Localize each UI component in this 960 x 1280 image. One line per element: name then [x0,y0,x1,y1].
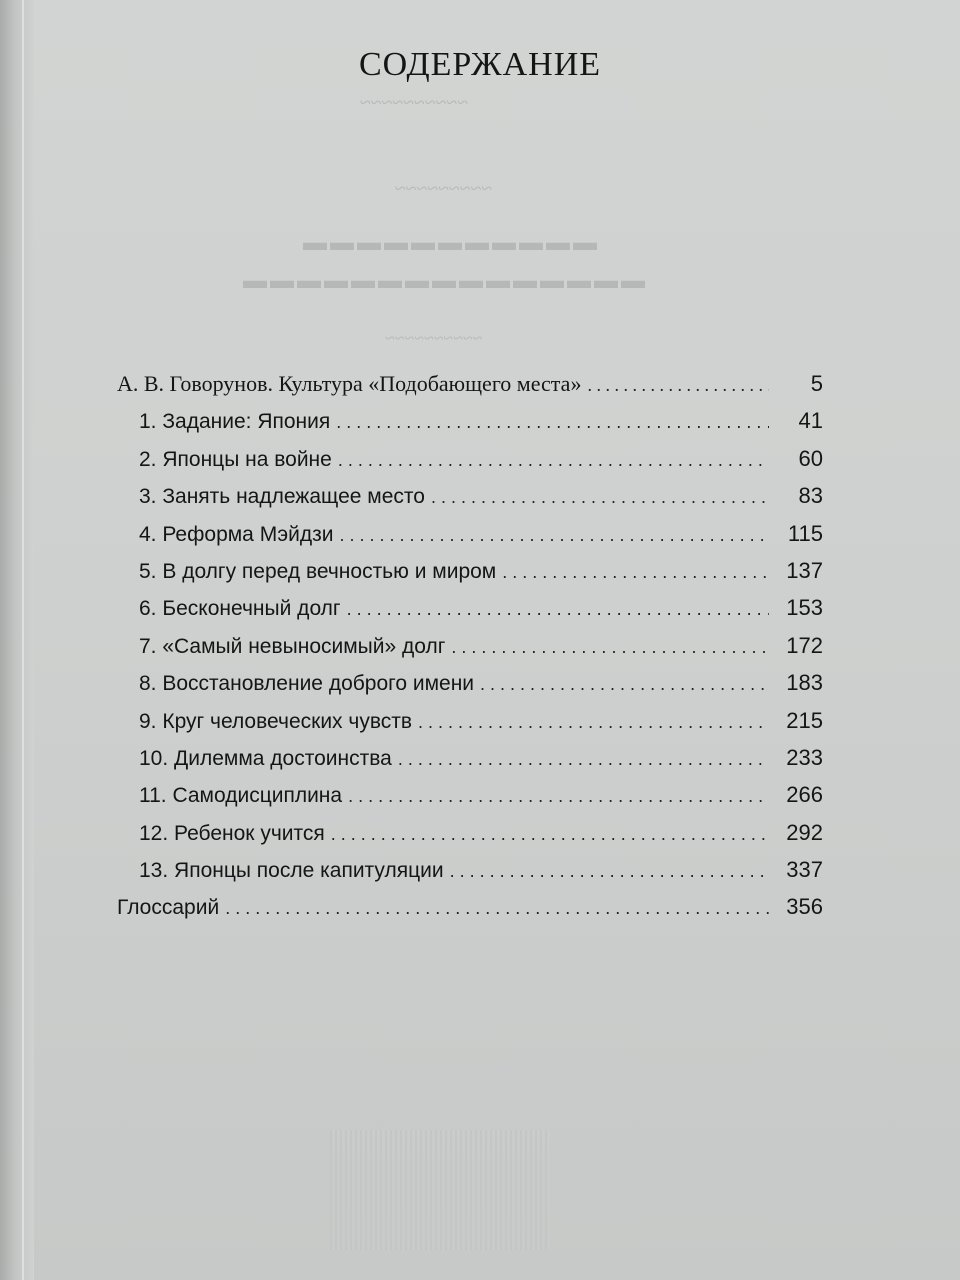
toc-entry-page: 5 [810,371,823,396]
show-through-text: ~~~~~~~~~~ [385,328,483,348]
dot-leader [225,898,769,919]
toc-entry [117,745,823,782]
toc-entry-page: 266 [786,782,823,808]
dot-leader [336,412,769,433]
dot-leader [431,487,769,508]
toc-entry-page: 356 [786,894,823,920]
show-through-barcode [330,1130,550,1250]
toc-entry-page: 60 [798,445,823,471]
toc-entry [117,670,823,707]
dot-leader [480,674,769,695]
dot-leader [331,824,769,845]
dot-leader [348,786,769,807]
toc-entry [117,894,823,931]
dot-leader [451,637,769,658]
toc-entry-title: 13. Японцы после капитуляции [139,859,444,883]
toc-entry [117,708,823,745]
dot-leader [450,861,769,882]
show-through-text: ~~~~~~~~~ [395,178,493,200]
toc-entry [117,595,823,632]
toc-entry-page: 292 [786,819,823,845]
dot-leader [398,749,769,770]
toc-entry [117,408,823,445]
toc-entry-page: 233 [786,744,823,770]
toc-entry-title: Глоссарий [117,896,220,920]
dot-leader [502,562,769,583]
toc-entry-page: 83 [798,483,823,509]
toc-entry-title: 9. Круг человеческих чувств [139,709,413,733]
dot-leader [340,525,770,546]
toc-entry [117,521,823,558]
toc-entry-title: 6. Бесконечный долг [139,597,341,621]
toc-entry [117,782,823,819]
toc-entry-title: 1. Задание: Япония [139,410,331,434]
toc-entry-title: 10. Дилемма достоинства [139,746,392,770]
binding-edge [22,0,24,1280]
toc-entry [117,857,823,894]
toc-entry-page: 337 [786,857,823,883]
toc-entry [117,446,823,483]
table-of-contents [117,371,823,932]
toc-entry-page: 183 [786,670,823,696]
toc-entry-title: 3. Занять надлежащее место [139,485,425,509]
toc-entry-page: 153 [786,595,823,621]
toc-entry-page: 137 [786,557,823,583]
dot-leader [418,712,769,733]
toc-entry-title: 8. Восстановление доброго имени [139,672,475,696]
toc-entry-page: 172 [786,632,823,658]
show-through-text: ▬▬▬▬▬▬▬▬▬▬▬ [300,230,597,256]
toc-entry-title: 12. Ребенок учится [139,821,325,845]
toc-entry-page: 41 [798,408,823,434]
toc-entry-title: 2. Японцы на войне [139,447,332,471]
toc-entry [117,483,823,520]
toc-entry [117,558,823,595]
show-through-text: ~~~~~~~~~~ [360,92,469,114]
toc-entry [117,820,823,857]
toc-entry-title: А. В. Говорунов. Культура «Подобающего места» [117,371,582,396]
toc-entry-page: 115 [787,520,823,546]
page-title: СОДЕРЖАНИЕ [358,46,602,83]
toc-entry [117,633,823,670]
toc-entry-title: 4. Реформа Мэйдзи [139,522,334,546]
toc-entry-page: 215 [786,707,823,733]
binding-shadow [0,0,34,1280]
toc-entry-title: 11. Самодисциплина [139,784,343,808]
dot-leader [587,375,769,396]
toc-entry [117,371,823,408]
dot-leader [347,599,769,620]
toc-entry-title: 5. В долгу перед вечностью и миром [139,559,497,583]
toc-entry-title: 7. «Самый невыносимый» долг [139,634,446,658]
show-through-text: ▬▬▬▬▬▬▬▬▬▬▬▬▬▬▬ [240,268,645,294]
dot-leader [338,450,769,471]
